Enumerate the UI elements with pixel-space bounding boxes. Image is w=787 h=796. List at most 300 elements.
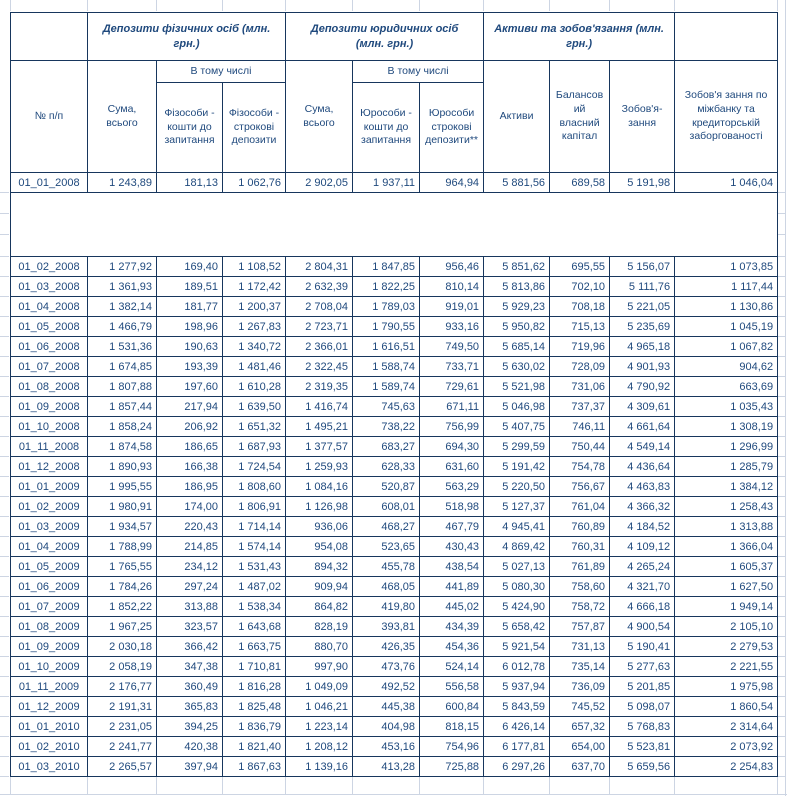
value-cell[interactable]: 186,95 [157, 477, 223, 497]
value-cell[interactable]: 1 308,19 [675, 417, 778, 437]
value-cell[interactable]: 5 191,98 [610, 173, 675, 193]
value-cell[interactable]: 4 869,42 [484, 537, 550, 557]
value-cell[interactable]: 5 881,56 [484, 173, 550, 193]
value-cell[interactable]: 1 765,55 [88, 557, 157, 577]
value-cell[interactable]: 1 808,60 [223, 477, 286, 497]
value-cell[interactable]: 4 661,64 [610, 417, 675, 437]
value-cell[interactable]: 4 965,18 [610, 337, 675, 357]
value-cell[interactable]: 1 724,54 [223, 457, 286, 477]
value-cell[interactable]: 1 806,91 [223, 497, 286, 517]
value-cell[interactable]: 438,54 [420, 557, 484, 577]
value-cell[interactable]: 468,05 [353, 577, 420, 597]
value-cell[interactable]: 1 049,09 [286, 677, 353, 697]
value-cell[interactable]: 749,50 [420, 337, 484, 357]
value-cell[interactable]: 453,16 [353, 737, 420, 757]
value-cell[interactable]: 1 046,04 [675, 173, 778, 193]
period-cell[interactable]: 01_06_2009 [11, 577, 88, 597]
period-cell[interactable]: 01_05_2008 [11, 317, 88, 337]
value-cell[interactable]: 4 436,64 [610, 457, 675, 477]
value-cell[interactable]: 2 322,45 [286, 357, 353, 377]
value-cell[interactable]: 467,79 [420, 517, 484, 537]
value-cell[interactable]: 190,63 [157, 337, 223, 357]
value-cell[interactable]: 1 788,99 [88, 537, 157, 557]
value-cell[interactable]: 864,82 [286, 597, 353, 617]
value-cell[interactable]: 761,89 [550, 557, 610, 577]
group-header-corporate-deposits[interactable]: Депозити юридичних осіб (млн. грн.) [286, 13, 484, 61]
period-cell[interactable]: 01_12_2009 [11, 697, 88, 717]
value-cell[interactable]: 313,88 [157, 597, 223, 617]
value-cell[interactable]: 5 843,59 [484, 697, 550, 717]
value-cell[interactable]: 2 723,71 [286, 317, 353, 337]
value-cell[interactable]: 5 201,85 [610, 677, 675, 697]
value-cell[interactable]: 2 254,83 [675, 757, 778, 777]
value-cell[interactable]: 1 172,42 [223, 277, 286, 297]
value-cell[interactable]: 2 319,35 [286, 377, 353, 397]
value-cell[interactable]: 1 937,11 [353, 173, 420, 193]
value-cell[interactable]: 1 223,14 [286, 717, 353, 737]
value-cell[interactable]: 1 627,50 [675, 577, 778, 597]
value-cell[interactable]: 1 487,02 [223, 577, 286, 597]
value-cell[interactable]: 745,52 [550, 697, 610, 717]
value-cell[interactable]: 323,57 [157, 617, 223, 637]
value-cell[interactable]: 608,01 [353, 497, 420, 517]
value-cell[interactable]: 731,13 [550, 637, 610, 657]
value-cell[interactable]: 426,35 [353, 637, 420, 657]
col-header-corporate-total[interactable]: Сума, всього [286, 61, 353, 173]
value-cell[interactable]: 1 975,98 [675, 677, 778, 697]
value-cell[interactable]: 1 816,28 [223, 677, 286, 697]
value-cell[interactable]: 1 616,51 [353, 337, 420, 357]
value-cell[interactable]: 1 531,36 [88, 337, 157, 357]
period-cell[interactable]: 01_08_2008 [11, 377, 88, 397]
value-cell[interactable]: 189,51 [157, 277, 223, 297]
value-cell[interactable]: 397,94 [157, 757, 223, 777]
value-cell[interactable]: 347,38 [157, 657, 223, 677]
value-cell[interactable]: 1 651,32 [223, 417, 286, 437]
value-cell[interactable]: 628,33 [353, 457, 420, 477]
value-cell[interactable]: 1 208,12 [286, 737, 353, 757]
value-cell[interactable]: 1 046,21 [286, 697, 353, 717]
col-header-equity[interactable]: Балансовий власний капітал [550, 61, 610, 173]
value-cell[interactable]: 5 937,94 [484, 677, 550, 697]
col-header-assets[interactable]: Активи [484, 61, 550, 173]
value-cell[interactable]: 683,27 [353, 437, 420, 457]
value-cell[interactable]: 1 643,68 [223, 617, 286, 637]
period-cell[interactable]: 01_10_2009 [11, 657, 88, 677]
value-cell[interactable]: 468,27 [353, 517, 420, 537]
value-cell[interactable]: 5 190,41 [610, 637, 675, 657]
value-cell[interactable]: 715,13 [550, 317, 610, 337]
value-cell[interactable]: 1 045,19 [675, 317, 778, 337]
value-cell[interactable]: 2 030,18 [88, 637, 157, 657]
value-cell[interactable]: 1 714,14 [223, 517, 286, 537]
value-cell[interactable]: 1 639,50 [223, 397, 286, 417]
value-cell[interactable]: 5 685,14 [484, 337, 550, 357]
value-cell[interactable]: 2 241,77 [88, 737, 157, 757]
value-cell[interactable]: 1 784,26 [88, 577, 157, 597]
value-cell[interactable]: 5 127,37 [484, 497, 550, 517]
value-cell[interactable]: 5 027,13 [484, 557, 550, 577]
value-cell[interactable]: 2 265,57 [88, 757, 157, 777]
value-cell[interactable]: 455,78 [353, 557, 420, 577]
value-cell[interactable]: 760,89 [550, 517, 610, 537]
value-cell[interactable]: 4 901,93 [610, 357, 675, 377]
value-cell[interactable]: 523,65 [353, 537, 420, 557]
value-cell[interactable]: 434,39 [420, 617, 484, 637]
value-cell[interactable]: 728,09 [550, 357, 610, 377]
value-cell[interactable]: 518,98 [420, 497, 484, 517]
value-cell[interactable]: 5 659,56 [610, 757, 675, 777]
value-cell[interactable]: 758,60 [550, 577, 610, 597]
value-cell[interactable]: 169,40 [157, 257, 223, 277]
value-cell[interactable]: 637,70 [550, 757, 610, 777]
value-cell[interactable]: 810,14 [420, 277, 484, 297]
col-header-corporate-term[interactable]: Юрособи строкові депозити** [420, 83, 484, 173]
value-cell[interactable]: 1 807,88 [88, 377, 157, 397]
value-cell[interactable]: 2 314,64 [675, 717, 778, 737]
value-cell[interactable]: 1 934,57 [88, 517, 157, 537]
period-cell[interactable]: 01_01_2008 [11, 173, 88, 193]
value-cell[interactable]: 1 258,43 [675, 497, 778, 517]
value-cell[interactable]: 430,43 [420, 537, 484, 557]
value-cell[interactable]: 2 231,05 [88, 717, 157, 737]
value-cell[interactable]: 1 860,54 [675, 697, 778, 717]
col-header-individual-term[interactable]: Фізособи - строкові депозити [223, 83, 286, 173]
value-cell[interactable]: 1 825,48 [223, 697, 286, 717]
value-cell[interactable]: 631,60 [420, 457, 484, 477]
period-cell[interactable]: 01_10_2008 [11, 417, 88, 437]
value-cell[interactable]: 2 902,05 [286, 173, 353, 193]
value-cell[interactable]: 880,70 [286, 637, 353, 657]
value-cell[interactable]: 5 111,76 [610, 277, 675, 297]
period-cell[interactable]: 01_11_2008 [11, 437, 88, 457]
value-cell[interactable]: 1 495,21 [286, 417, 353, 437]
value-cell[interactable]: 760,31 [550, 537, 610, 557]
value-cell[interactable]: 5 046,98 [484, 397, 550, 417]
period-cell[interactable]: 01_03_2010 [11, 757, 88, 777]
value-cell[interactable]: 297,24 [157, 577, 223, 597]
period-cell[interactable]: 01_04_2009 [11, 537, 88, 557]
value-cell[interactable]: 6 426,14 [484, 717, 550, 737]
period-cell[interactable]: 01_12_2008 [11, 457, 88, 477]
value-cell[interactable]: 671,11 [420, 397, 484, 417]
value-cell[interactable]: 5 220,50 [484, 477, 550, 497]
value-cell[interactable]: 217,94 [157, 397, 223, 417]
value-cell[interactable]: 193,39 [157, 357, 223, 377]
value-cell[interactable]: 954,08 [286, 537, 353, 557]
value-cell[interactable]: 761,04 [550, 497, 610, 517]
value-cell[interactable]: 5 299,59 [484, 437, 550, 457]
value-cell[interactable]: 1 605,37 [675, 557, 778, 577]
value-cell[interactable]: 1 073,85 [675, 257, 778, 277]
value-cell[interactable]: 419,80 [353, 597, 420, 617]
value-cell[interactable]: 1 340,72 [223, 337, 286, 357]
value-cell[interactable]: 1 857,44 [88, 397, 157, 417]
value-cell[interactable]: 1 610,28 [223, 377, 286, 397]
value-cell[interactable]: 5 407,75 [484, 417, 550, 437]
value-cell[interactable]: 894,32 [286, 557, 353, 577]
period-cell[interactable]: 01_06_2008 [11, 337, 88, 357]
value-cell[interactable]: 445,38 [353, 697, 420, 717]
value-cell[interactable]: 909,94 [286, 577, 353, 597]
value-cell[interactable]: 754,78 [550, 457, 610, 477]
value-cell[interactable]: 6 012,78 [484, 657, 550, 677]
period-cell[interactable]: 01_09_2009 [11, 637, 88, 657]
value-cell[interactable]: 733,71 [420, 357, 484, 377]
value-cell[interactable]: 1 789,03 [353, 297, 420, 317]
value-cell[interactable]: 524,14 [420, 657, 484, 677]
group-header-individual-deposits[interactable]: Депозити фізичних осіб (млн. грн.) [88, 13, 286, 61]
value-cell[interactable]: 1 822,25 [353, 277, 420, 297]
period-cell[interactable]: 01_03_2008 [11, 277, 88, 297]
value-cell[interactable]: 445,02 [420, 597, 484, 617]
empty-cell[interactable] [11, 193, 778, 257]
period-cell[interactable]: 01_01_2010 [11, 717, 88, 737]
value-cell[interactable]: 5 658,42 [484, 617, 550, 637]
value-cell[interactable]: 2 073,92 [675, 737, 778, 757]
value-cell[interactable]: 708,18 [550, 297, 610, 317]
value-cell[interactable]: 754,96 [420, 737, 484, 757]
value-cell[interactable]: 4 463,83 [610, 477, 675, 497]
value-cell[interactable]: 5 851,62 [484, 257, 550, 277]
value-cell[interactable]: 2 366,01 [286, 337, 353, 357]
value-cell[interactable]: 1 130,86 [675, 297, 778, 317]
value-cell[interactable]: 4 265,24 [610, 557, 675, 577]
value-cell[interactable]: 5 424,90 [484, 597, 550, 617]
corner-cell-right[interactable] [675, 13, 778, 61]
value-cell[interactable]: 166,38 [157, 457, 223, 477]
value-cell[interactable]: 5 080,30 [484, 577, 550, 597]
value-cell[interactable]: 1 466,79 [88, 317, 157, 337]
value-cell[interactable]: 5 768,83 [610, 717, 675, 737]
value-cell[interactable]: 5 523,81 [610, 737, 675, 757]
value-cell[interactable]: 197,60 [157, 377, 223, 397]
value-cell[interactable]: 1 852,22 [88, 597, 157, 617]
value-cell[interactable]: 5 235,69 [610, 317, 675, 337]
value-cell[interactable]: 2 221,55 [675, 657, 778, 677]
value-cell[interactable]: 904,62 [675, 357, 778, 377]
value-cell[interactable]: 1 382,14 [88, 297, 157, 317]
value-cell[interactable]: 1 574,14 [223, 537, 286, 557]
col-header-individual-total[interactable]: Сума, всього [88, 61, 157, 173]
value-cell[interactable]: 746,11 [550, 417, 610, 437]
value-cell[interactable]: 757,87 [550, 617, 610, 637]
col-header-corporate-demand[interactable]: Юрособи - кошти до запитання [353, 83, 420, 173]
period-cell[interactable]: 01_07_2009 [11, 597, 88, 617]
period-cell[interactable]: 01_07_2008 [11, 357, 88, 377]
value-cell[interactable]: 1 361,93 [88, 277, 157, 297]
value-cell[interactable]: 695,55 [550, 257, 610, 277]
value-cell[interactable]: 1 313,88 [675, 517, 778, 537]
value-cell[interactable]: 919,01 [420, 297, 484, 317]
value-cell[interactable]: 702,10 [550, 277, 610, 297]
col-header-liabilities[interactable]: Зобов'я-зання [610, 61, 675, 173]
value-cell[interactable]: 1 384,12 [675, 477, 778, 497]
value-cell[interactable]: 729,61 [420, 377, 484, 397]
value-cell[interactable]: 657,32 [550, 717, 610, 737]
value-cell[interactable]: 2 058,19 [88, 657, 157, 677]
value-cell[interactable]: 1 084,16 [286, 477, 353, 497]
value-cell[interactable]: 5 921,54 [484, 637, 550, 657]
value-cell[interactable]: 2 632,39 [286, 277, 353, 297]
value-cell[interactable]: 936,06 [286, 517, 353, 537]
value-cell[interactable]: 1 259,93 [286, 457, 353, 477]
value-cell[interactable]: 2 804,31 [286, 257, 353, 277]
value-cell[interactable]: 4 900,54 [610, 617, 675, 637]
value-cell[interactable]: 1 296,99 [675, 437, 778, 457]
value-cell[interactable]: 181,13 [157, 173, 223, 193]
value-cell[interactable]: 5 813,86 [484, 277, 550, 297]
value-cell[interactable]: 4 184,52 [610, 517, 675, 537]
value-cell[interactable]: 4 109,12 [610, 537, 675, 557]
value-cell[interactable]: 1 126,98 [286, 497, 353, 517]
value-cell[interactable]: 5 156,07 [610, 257, 675, 277]
period-cell[interactable]: 01_02_2008 [11, 257, 88, 277]
value-cell[interactable]: 563,29 [420, 477, 484, 497]
value-cell[interactable]: 933,16 [420, 317, 484, 337]
value-cell[interactable]: 5 098,07 [610, 697, 675, 717]
value-cell[interactable]: 366,42 [157, 637, 223, 657]
value-cell[interactable]: 1 949,14 [675, 597, 778, 617]
value-cell[interactable]: 1 200,37 [223, 297, 286, 317]
value-cell[interactable]: 1 481,46 [223, 357, 286, 377]
corner-cell-left[interactable] [11, 13, 88, 61]
value-cell[interactable]: 756,67 [550, 477, 610, 497]
value-cell[interactable]: 365,83 [157, 697, 223, 717]
value-cell[interactable]: 1 858,24 [88, 417, 157, 437]
value-cell[interactable]: 4 321,70 [610, 577, 675, 597]
value-cell[interactable]: 4 945,41 [484, 517, 550, 537]
value-cell[interactable]: 1 890,93 [88, 457, 157, 477]
value-cell[interactable]: 997,90 [286, 657, 353, 677]
value-cell[interactable]: 1 067,82 [675, 337, 778, 357]
value-cell[interactable]: 473,76 [353, 657, 420, 677]
value-cell[interactable]: 4 309,61 [610, 397, 675, 417]
value-cell[interactable]: 1 589,74 [353, 377, 420, 397]
value-cell[interactable]: 1 967,25 [88, 617, 157, 637]
value-cell[interactable]: 393,81 [353, 617, 420, 637]
value-cell[interactable]: 1 243,89 [88, 173, 157, 193]
value-cell[interactable]: 738,22 [353, 417, 420, 437]
value-cell[interactable]: 956,46 [420, 257, 484, 277]
col-header-number[interactable]: № п/п [11, 61, 88, 173]
value-cell[interactable]: 420,38 [157, 737, 223, 757]
period-cell[interactable]: 01_01_2009 [11, 477, 88, 497]
value-cell[interactable]: 756,99 [420, 417, 484, 437]
subheader-corporate-breakdown[interactable]: В тому числі [353, 61, 484, 83]
period-cell[interactable]: 01_04_2008 [11, 297, 88, 317]
value-cell[interactable]: 234,12 [157, 557, 223, 577]
value-cell[interactable]: 725,88 [420, 757, 484, 777]
value-cell[interactable]: 1 847,85 [353, 257, 420, 277]
period-cell[interactable]: 01_08_2009 [11, 617, 88, 637]
value-cell[interactable]: 1 531,43 [223, 557, 286, 577]
value-cell[interactable]: 5 277,63 [610, 657, 675, 677]
value-cell[interactable]: 198,96 [157, 317, 223, 337]
value-cell[interactable]: 5 221,05 [610, 297, 675, 317]
value-cell[interactable]: 694,30 [420, 437, 484, 457]
value-cell[interactable]: 174,00 [157, 497, 223, 517]
value-cell[interactable]: 5 630,02 [484, 357, 550, 377]
value-cell[interactable]: 1 995,55 [88, 477, 157, 497]
value-cell[interactable]: 964,94 [420, 173, 484, 193]
value-cell[interactable]: 556,58 [420, 677, 484, 697]
period-cell[interactable]: 01_05_2009 [11, 557, 88, 577]
value-cell[interactable]: 1 377,57 [286, 437, 353, 457]
period-cell[interactable]: 01_11_2009 [11, 677, 88, 697]
col-header-individual-demand[interactable]: Фізособи - кошти до запитання [157, 83, 223, 173]
value-cell[interactable]: 1 035,43 [675, 397, 778, 417]
value-cell[interactable]: 4 549,14 [610, 437, 675, 457]
value-cell[interactable]: 454,36 [420, 637, 484, 657]
value-cell[interactable]: 654,00 [550, 737, 610, 757]
value-cell[interactable]: 492,52 [353, 677, 420, 697]
value-cell[interactable]: 6 177,81 [484, 737, 550, 757]
value-cell[interactable]: 220,43 [157, 517, 223, 537]
value-cell[interactable]: 1 980,91 [88, 497, 157, 517]
value-cell[interactable]: 1 267,83 [223, 317, 286, 337]
value-cell[interactable]: 758,72 [550, 597, 610, 617]
value-cell[interactable]: 735,14 [550, 657, 610, 677]
value-cell[interactable]: 736,09 [550, 677, 610, 697]
value-cell[interactable]: 181,77 [157, 297, 223, 317]
value-cell[interactable]: 828,19 [286, 617, 353, 637]
value-cell[interactable]: 1 710,81 [223, 657, 286, 677]
value-cell[interactable]: 600,84 [420, 697, 484, 717]
value-cell[interactable]: 404,98 [353, 717, 420, 737]
col-header-interbank-liabilities[interactable]: Зобов'я зання по міжбанку та кредиторській заборгованості [675, 61, 778, 173]
value-cell[interactable]: 2 708,04 [286, 297, 353, 317]
value-cell[interactable]: 5 929,23 [484, 297, 550, 317]
value-cell[interactable]: 1 139,16 [286, 757, 353, 777]
value-cell[interactable]: 520,87 [353, 477, 420, 497]
value-cell[interactable]: 1 538,34 [223, 597, 286, 617]
value-cell[interactable]: 1 366,04 [675, 537, 778, 557]
value-cell[interactable]: 360,49 [157, 677, 223, 697]
value-cell[interactable]: 1 836,79 [223, 717, 286, 737]
value-cell[interactable]: 5 191,42 [484, 457, 550, 477]
period-cell[interactable]: 01_02_2009 [11, 497, 88, 517]
period-cell[interactable]: 01_03_2009 [11, 517, 88, 537]
value-cell[interactable]: 4 790,92 [610, 377, 675, 397]
value-cell[interactable]: 186,65 [157, 437, 223, 457]
value-cell[interactable]: 2 279,53 [675, 637, 778, 657]
value-cell[interactable]: 4 366,32 [610, 497, 675, 517]
value-cell[interactable]: 1 663,75 [223, 637, 286, 657]
value-cell[interactable]: 1 874,58 [88, 437, 157, 457]
value-cell[interactable]: 1 285,79 [675, 457, 778, 477]
value-cell[interactable]: 206,92 [157, 417, 223, 437]
value-cell[interactable]: 1 821,40 [223, 737, 286, 757]
value-cell[interactable]: 689,58 [550, 173, 610, 193]
value-cell[interactable]: 394,25 [157, 717, 223, 737]
value-cell[interactable]: 745,63 [353, 397, 420, 417]
value-cell[interactable]: 1 277,92 [88, 257, 157, 277]
value-cell[interactable]: 214,85 [157, 537, 223, 557]
value-cell[interactable]: 1 588,74 [353, 357, 420, 377]
value-cell[interactable]: 5 521,98 [484, 377, 550, 397]
value-cell[interactable]: 413,28 [353, 757, 420, 777]
value-cell[interactable]: 719,96 [550, 337, 610, 357]
value-cell[interactable]: 1 867,63 [223, 757, 286, 777]
group-header-assets-liabilities[interactable]: Активи та зобов'язання (млн. грн.) [484, 13, 675, 61]
value-cell[interactable]: 2 105,10 [675, 617, 778, 637]
period-cell[interactable]: 01_09_2008 [11, 397, 88, 417]
value-cell[interactable]: 1 790,55 [353, 317, 420, 337]
value-cell[interactable]: 818,15 [420, 717, 484, 737]
value-cell[interactable]: 750,44 [550, 437, 610, 457]
value-cell[interactable]: 2 191,31 [88, 697, 157, 717]
